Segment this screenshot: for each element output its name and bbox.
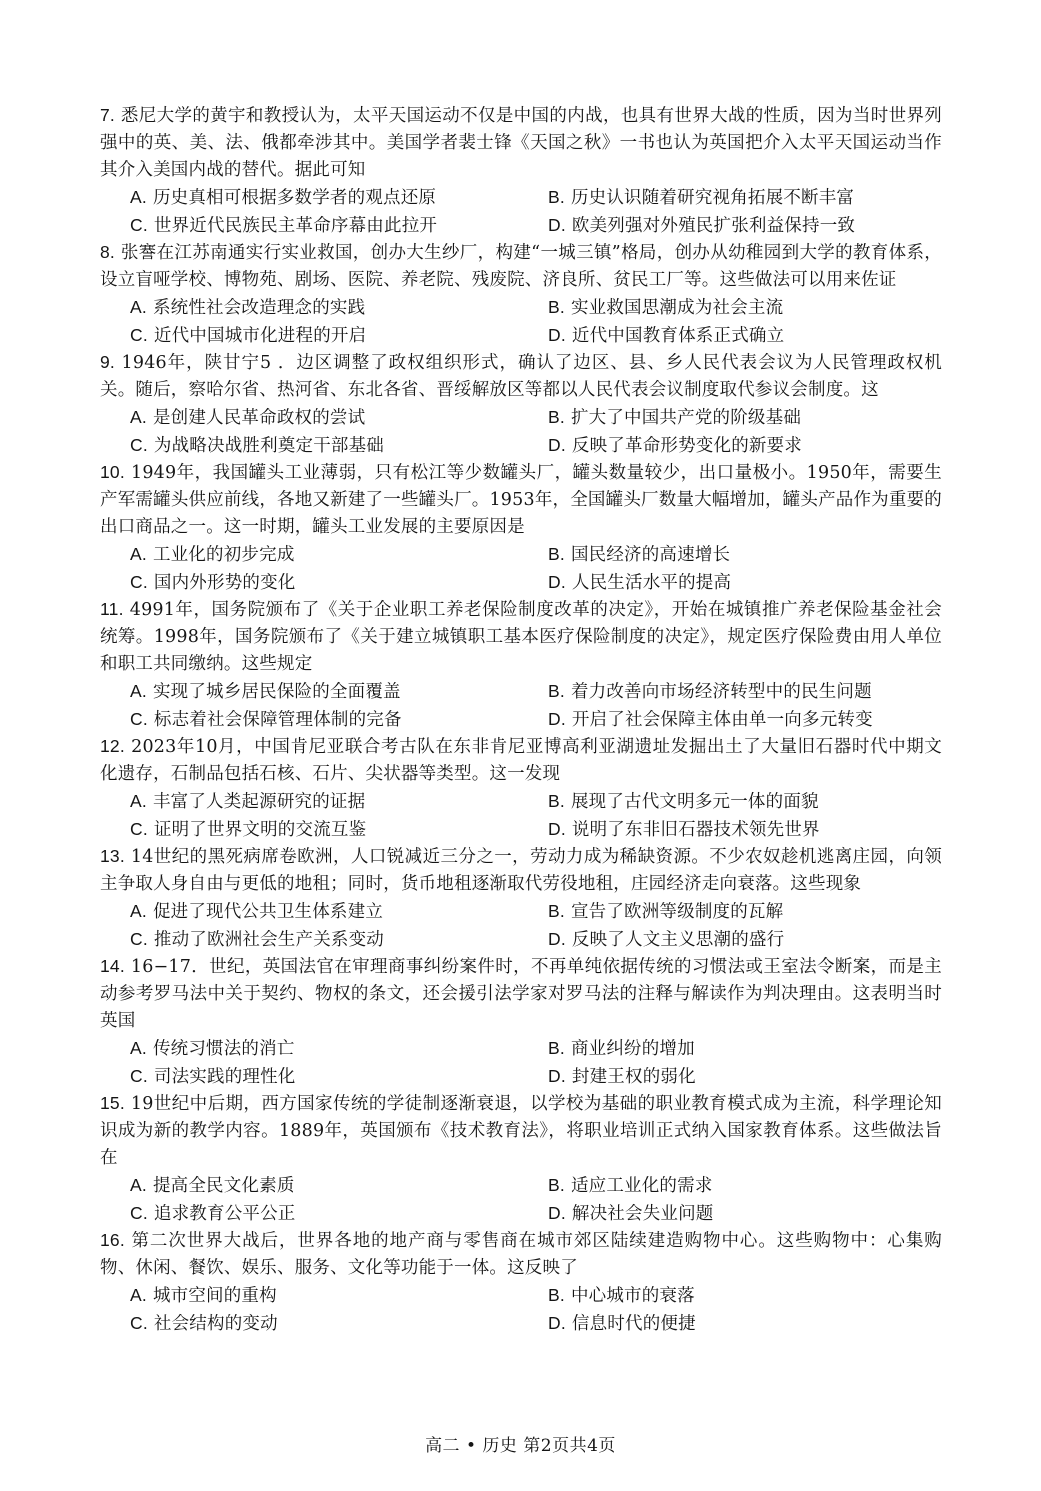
option-item	[548, 1310, 966, 1338]
question-number: 13.	[100, 846, 125, 866]
option-label: D.	[548, 571, 566, 592]
option-label: A.	[130, 407, 147, 427]
question-text: 1949年，我国罐头工业薄弱，只有松江等少数罐头厂，罐头数量较少，出口量极小。1950年，需要生产军需罐头供应前线，各地又新建了一些罐头厂。1953年，全国罐头厂数量大幅增加，罐头产品作为重要的出口商品之一。这一时期，罐头工业发展的主要原因是	[100, 463, 943, 537]
option-item	[548, 706, 966, 734]
option-list	[100, 294, 942, 349]
option-text: 信息时代的便捷	[571, 1313, 696, 1334]
option-label: A.	[130, 791, 147, 811]
option-text: 实现了城乡居民保险的全面覆盖	[152, 682, 401, 702]
option-item	[548, 212, 966, 240]
option-text: 商业纠纷的增加	[570, 1039, 695, 1059]
option-label: A.	[130, 1175, 147, 1195]
option-item	[130, 541, 548, 569]
option-label: C.	[130, 571, 148, 592]
option-label: A.	[130, 187, 147, 207]
option-label: C.	[130, 1202, 148, 1223]
option-text: 社会结构的变动	[153, 1313, 278, 1334]
option-label: D.	[548, 708, 566, 729]
option-text: 传统习惯法的消亡	[152, 1039, 295, 1059]
option-label: C.	[130, 708, 148, 729]
option-label: D.	[548, 214, 566, 235]
question-stem	[100, 459, 942, 541]
option-text: 近代中国城市化进程的开启	[153, 325, 367, 346]
option-text: 国民经济的高速增长	[570, 545, 731, 565]
question-number: 11.	[100, 599, 124, 619]
question-number: 15.	[100, 1093, 125, 1113]
option-label: C.	[130, 324, 148, 345]
option-label: C.	[130, 928, 148, 949]
question-number: 7.	[100, 105, 115, 125]
question-item	[100, 1227, 942, 1337]
option-text: 证明了世界文明的交流互鉴	[153, 819, 367, 840]
option-list	[100, 678, 942, 733]
option-item	[130, 1063, 548, 1091]
option-label: B.	[548, 901, 565, 921]
option-text: 适应工业化的需求	[570, 1176, 713, 1196]
question-text: 张謇在江苏南通实行实业救国，创办大生纱厂，构建“一城三镇”格局，创办从幼稚园到大学的教育体系，设立盲哑学校、博物苑、剧场、医院、养老院、残废院、济良所、贫民工厂等。这些做法可以用来佐证	[100, 243, 942, 290]
option-list	[100, 404, 942, 459]
option-text: 扩大了中国共产党的阶级基础	[570, 408, 802, 428]
option-list	[100, 1282, 942, 1337]
option-label: D.	[548, 324, 566, 345]
question-stem	[100, 102, 942, 184]
option-item	[548, 1063, 966, 1091]
option-text: 司法实践的理性化	[153, 1066, 296, 1087]
question-list	[100, 102, 942, 1337]
option-label: D.	[548, 1202, 566, 1223]
option-list	[100, 1035, 942, 1090]
option-item	[130, 706, 548, 734]
option-label: B.	[548, 407, 565, 427]
question-number: 14.	[100, 956, 125, 976]
question-text: 4991年，国务院颁布了《关于企业职工养老保险制度改革的决定》，开始在城镇推广养老保险基金社会统筹。1998年，国务院颁布了《关于建立城镇职工基本医疗保险制度的决定》，规定医疗保险费由用人单位和职工共同缴纳。这些规定	[100, 600, 943, 674]
question-text: 19世纪中后期，西方国家传统的学徒制逐渐衰退，以学校为基础的职业教育模式成为主流，科学理论知识成为新的教学内容。1889年，英国颁布《技术教育法》，将职业培训正式纳入国家教育体系。这些做法旨在	[100, 1094, 942, 1168]
question-stem	[100, 1090, 942, 1172]
question-item	[100, 596, 942, 733]
option-item	[548, 898, 966, 926]
question-text: 悉尼大学的黄宇和教授认为，太平天国运动不仅是中国的内战，也具有世界大战的性质，因为当时世界列强中的英、美、法、俄都牵涉其中。美国学者裴士锋《天国之秋》一书也认为英国把介入太平天国运动当作其介入美国内战的替代。据此可知	[100, 106, 942, 180]
option-text: 工业化的初步完成	[152, 545, 295, 565]
option-item	[130, 1310, 548, 1338]
option-text: 世界近代民族民主革命序幕由此拉开	[153, 215, 438, 236]
option-label: C.	[130, 818, 148, 839]
option-text: 历史真相可根据多数学者的观点还原	[152, 188, 437, 208]
option-text: 追求教育公平公正	[153, 1203, 296, 1224]
option-item	[548, 294, 966, 322]
option-text: 封建王权的弱化	[571, 1066, 696, 1087]
option-item	[548, 926, 966, 954]
option-item	[548, 788, 966, 816]
option-label: A.	[130, 1285, 147, 1305]
option-item	[548, 816, 966, 844]
question-stem	[100, 239, 942, 294]
option-text: 为战略决战胜利奠定干部基础	[153, 435, 385, 456]
option-item	[130, 294, 548, 322]
question-item	[100, 953, 942, 1090]
question-number: 9.	[100, 352, 115, 372]
option-item	[130, 678, 548, 706]
option-list	[100, 1172, 942, 1227]
option-item	[548, 678, 966, 706]
option-text: 提高全民文化素质	[152, 1176, 295, 1196]
option-label: D.	[548, 1312, 566, 1333]
option-item	[130, 1172, 548, 1200]
question-item	[100, 102, 942, 239]
option-item	[130, 1282, 548, 1310]
question-item	[100, 843, 942, 953]
option-label: D.	[548, 818, 566, 839]
option-text: 开启了社会保障主体由单一向多元转变	[571, 709, 873, 730]
option-label: C.	[130, 214, 148, 235]
option-label: A.	[130, 901, 147, 921]
option-item	[130, 1035, 548, 1063]
question-text: 第二次世界大战后，世界各地的地产商与零售商在城市郊区陆续建造购物中心。这些购物中：心集购物、休闲、餐饮、娱乐、服务、文化等功能于一体。这反映了	[100, 1231, 943, 1278]
question-stem	[100, 953, 942, 1035]
option-text: 解决社会失业问题	[571, 1203, 714, 1224]
option-item	[130, 212, 548, 240]
option-item	[548, 569, 966, 597]
option-text: 中心城市的衰落	[570, 1286, 695, 1306]
option-text: 丰富了人类起源研究的证据	[152, 792, 366, 812]
option-item	[548, 1035, 966, 1063]
question-number: 8.	[100, 242, 115, 262]
option-text: 反映了人文主义思潮的盛行	[571, 929, 785, 950]
question-item	[100, 1090, 942, 1227]
option-label: B.	[548, 791, 565, 811]
option-item	[548, 1200, 966, 1228]
option-item	[548, 404, 966, 432]
option-label: C.	[130, 1065, 148, 1086]
option-text: 近代中国教育体系正式确立	[571, 325, 785, 346]
question-stem	[100, 733, 942, 788]
option-label: D.	[548, 928, 566, 949]
question-text: 2023年10月，中国肯尼亚联合考古队在东非肯尼亚博高利亚湖遗址发掘出土了大量旧石器时代中期文化遗存，石制品包括石核、石片、尖状器等类型。这一发现	[100, 737, 943, 784]
option-text: 欧美列强对外殖民扩张利益保持一致	[571, 215, 856, 236]
option-text: 推动了欧洲社会生产关系变动	[153, 929, 385, 950]
option-item	[548, 184, 966, 212]
option-text: 人民生活水平的提高	[571, 572, 732, 593]
option-list	[100, 898, 942, 953]
option-label: D.	[548, 1065, 566, 1086]
option-label: A.	[130, 681, 147, 701]
option-label: B.	[548, 1038, 565, 1058]
option-label: A.	[130, 1038, 147, 1058]
option-label: B.	[548, 1175, 565, 1195]
question-number: 10.	[100, 462, 125, 482]
option-list	[100, 184, 942, 239]
option-label: B.	[548, 297, 565, 317]
question-item	[100, 733, 942, 843]
option-item	[130, 322, 548, 350]
option-text: 反映了革命形势变化的新要求	[571, 435, 803, 456]
option-item	[548, 432, 966, 460]
option-item	[130, 816, 548, 844]
option-text: 标志着社会保障管理体制的完备	[153, 709, 402, 730]
question-text: 1946年，陕甘宁5 ．边区调整了政权组织形式，确认了边区、县、乡人民代表会议为人民管理政权机关。随后，察哈尔省、热河省、东北各省、晋绥解放区等都以人民代表会议制度取代参议会制度。这	[100, 353, 943, 400]
option-item	[548, 541, 966, 569]
option-label: B.	[548, 1285, 565, 1305]
option-text: 城市空间的重构	[152, 1286, 277, 1306]
option-item	[548, 322, 966, 350]
option-text: 历史认识随着研究视角拓展不断丰富	[570, 188, 855, 208]
option-label: D.	[548, 434, 566, 455]
option-text: 宣告了欧洲等级制度的瓦解	[570, 902, 784, 922]
option-item	[130, 184, 548, 212]
exam-page	[100, 102, 942, 1337]
option-text: 国内外形势的变化	[153, 572, 296, 593]
option-item	[130, 788, 548, 816]
question-stem	[100, 349, 942, 404]
question-stem	[100, 1227, 942, 1282]
question-stem	[100, 843, 942, 898]
option-label: B.	[548, 681, 565, 701]
option-text: 实业救国思潮成为社会主流	[570, 298, 784, 318]
option-text: 是创建人民革命政权的尝试	[152, 408, 366, 428]
question-text: 16−17．世纪，英国法官在审理商事纠纷案件时，不再单纯依据传统的习惯法或王室法令断案，而是主动参考罗马法中关于契约、物权的条文，还会援引法学家对罗马法的注释与解读作为判决理由。这表明当时英国	[100, 957, 942, 1031]
question-item	[100, 239, 942, 349]
option-item	[130, 898, 548, 926]
option-item	[130, 569, 548, 597]
option-label: A.	[130, 297, 147, 317]
question-number: 16.	[100, 1230, 125, 1250]
option-text: 说明了东非旧石器技术领先世界	[571, 819, 820, 840]
option-item	[130, 432, 548, 460]
option-label: B.	[548, 544, 565, 564]
option-text: 着力改善向市场经济转型中的民生问题	[570, 682, 872, 702]
question-text: 14世纪的黑死病席卷欧洲，人口锐减近三分之一，劳动力成为稀缺资源。不少农奴趁机逃离庄园，向领主争取人身自由与更低的地租；同时，货币地租逐渐取代劳役地租，庄园经济走向衰落。这些现象	[100, 847, 942, 894]
option-text: 系统性社会改造理念的实践	[152, 298, 366, 318]
option-label: C.	[130, 434, 148, 455]
question-stem	[100, 596, 942, 678]
option-item	[548, 1282, 966, 1310]
option-item	[130, 404, 548, 432]
question-number: 12.	[100, 736, 125, 756]
page-footer: 高二 • 历史 第2页共4页	[425, 1436, 616, 1456]
option-item	[548, 1172, 966, 1200]
option-item	[130, 1200, 548, 1228]
option-item	[130, 926, 548, 954]
option-text: 促进了现代公共卫生体系建立	[152, 902, 384, 922]
option-label: C.	[130, 1312, 148, 1333]
option-label: B.	[548, 187, 565, 207]
option-text: 展现了古代文明多元一体的面貌	[570, 792, 819, 812]
option-label: A.	[130, 544, 147, 564]
question-item	[100, 349, 942, 459]
question-item	[100, 459, 942, 596]
option-list	[100, 788, 942, 843]
option-list	[100, 541, 942, 596]
